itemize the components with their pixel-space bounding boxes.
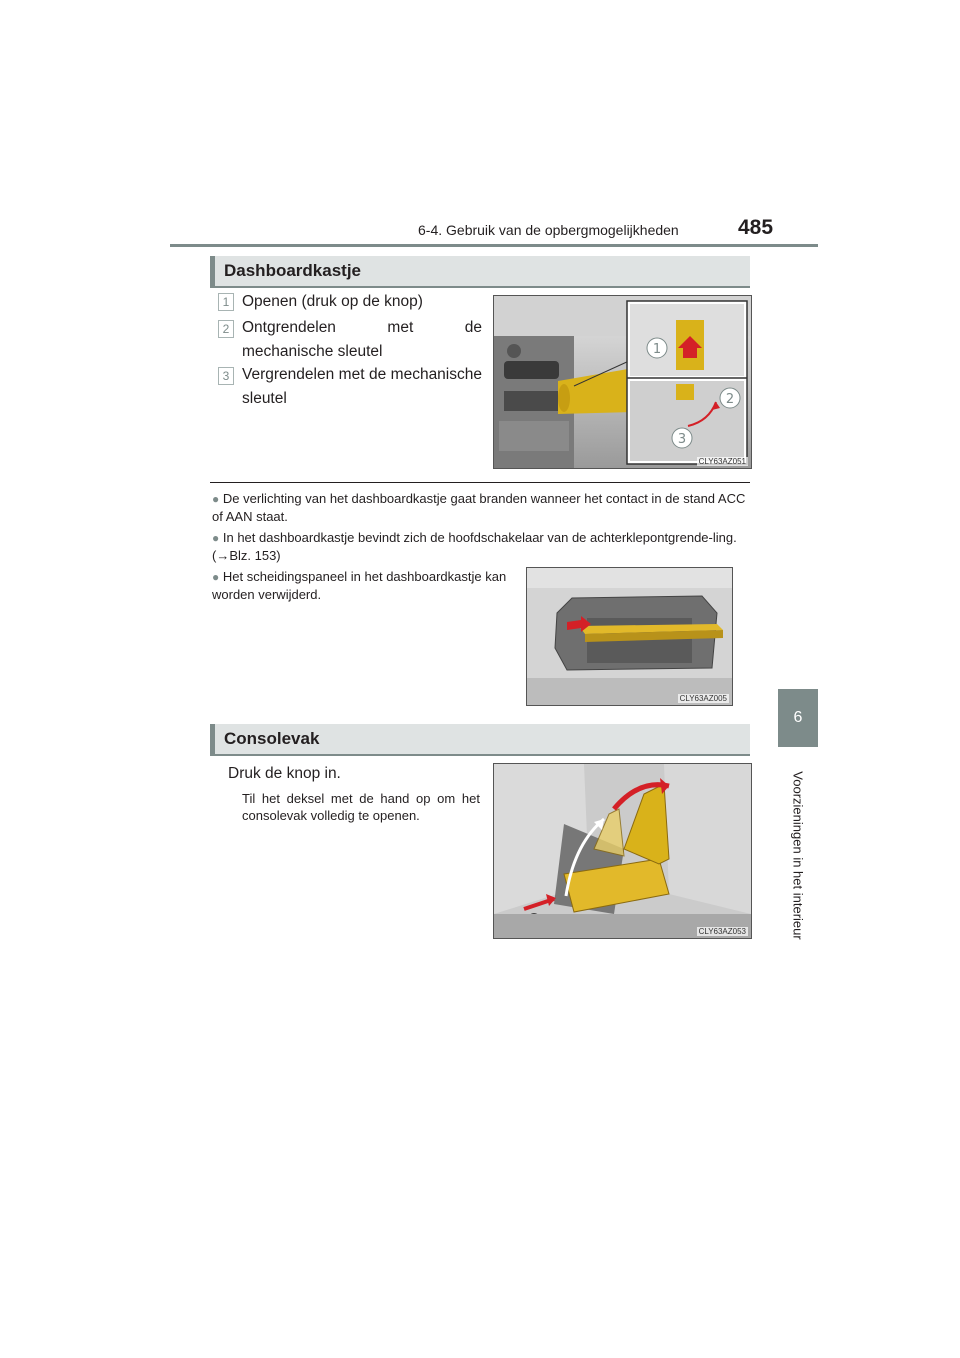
- console-figure: [493, 763, 752, 939]
- note-text: In het dashboardkastje bevindt zich de hoofdschakelaar van de achterklepontgrende-ling. (→Blz. 153): [212, 530, 737, 563]
- bullet-icon: ●: [212, 531, 220, 545]
- chapter-tab: [778, 689, 818, 747]
- chapter-title: Voorzieningen in het interieur: [790, 770, 806, 940]
- chapter-title-vertical: [778, 760, 818, 950]
- step-text: Openen (druk op de knop): [242, 293, 423, 310]
- note-item: [212, 529, 750, 564]
- step-text: Vergrendelen met de mechanische sleutel: [242, 366, 482, 407]
- step-number-icon: 1: [218, 293, 234, 311]
- svg-text:1: 1: [652, 342, 662, 357]
- note-item: [212, 490, 750, 525]
- step-text: Ontgrendelen met de mechanische sleutel: [242, 319, 482, 360]
- panel-figure: [526, 567, 733, 706]
- console-heading-text: Consolevak: [224, 729, 320, 748]
- figure-code: CLY63AZ005: [679, 694, 727, 703]
- svg-text:3: 3: [677, 432, 687, 447]
- step-number-icon: 2: [218, 320, 234, 338]
- glovebox-figure: [493, 295, 752, 469]
- figure-code: CLY63AZ051: [698, 457, 746, 466]
- bullet-icon: ●: [212, 570, 220, 584]
- step-number-icon: 3: [218, 367, 234, 385]
- chapter-number: 6: [793, 709, 803, 726]
- console-illustration: [494, 764, 751, 938]
- note-text: De verlichting van het dashboardkastje gaat branden wanneer het contact in de stand ACC of AAN staat.: [212, 491, 746, 524]
- console-heading: [210, 724, 750, 756]
- console-instruction: Druk de knop in.: [228, 765, 341, 782]
- panel-illustration: [527, 568, 732, 705]
- bullet-icon: ●: [212, 492, 220, 506]
- glovebox-illustration: [494, 296, 751, 468]
- header-rule: [170, 244, 818, 247]
- svg-text:2: 2: [725, 392, 735, 407]
- console-sub-instruction: Til het deksel met de hand op om het consolevak volledig te openen.: [242, 791, 480, 823]
- note-text: Het scheidingspaneel in het dashboardkastje kan worden verwijderd.: [212, 569, 507, 602]
- note-item: [212, 568, 512, 603]
- section-divider: [210, 482, 750, 483]
- page-number: 485: [738, 216, 774, 239]
- dashboard-heading-text: Dashboardkastje: [224, 261, 361, 280]
- figure-code: CLY63AZ053: [698, 927, 746, 936]
- section-title: 6-4. Gebruik van de opbergmogelijkheden: [418, 222, 679, 238]
- dashboard-heading: [210, 256, 750, 288]
